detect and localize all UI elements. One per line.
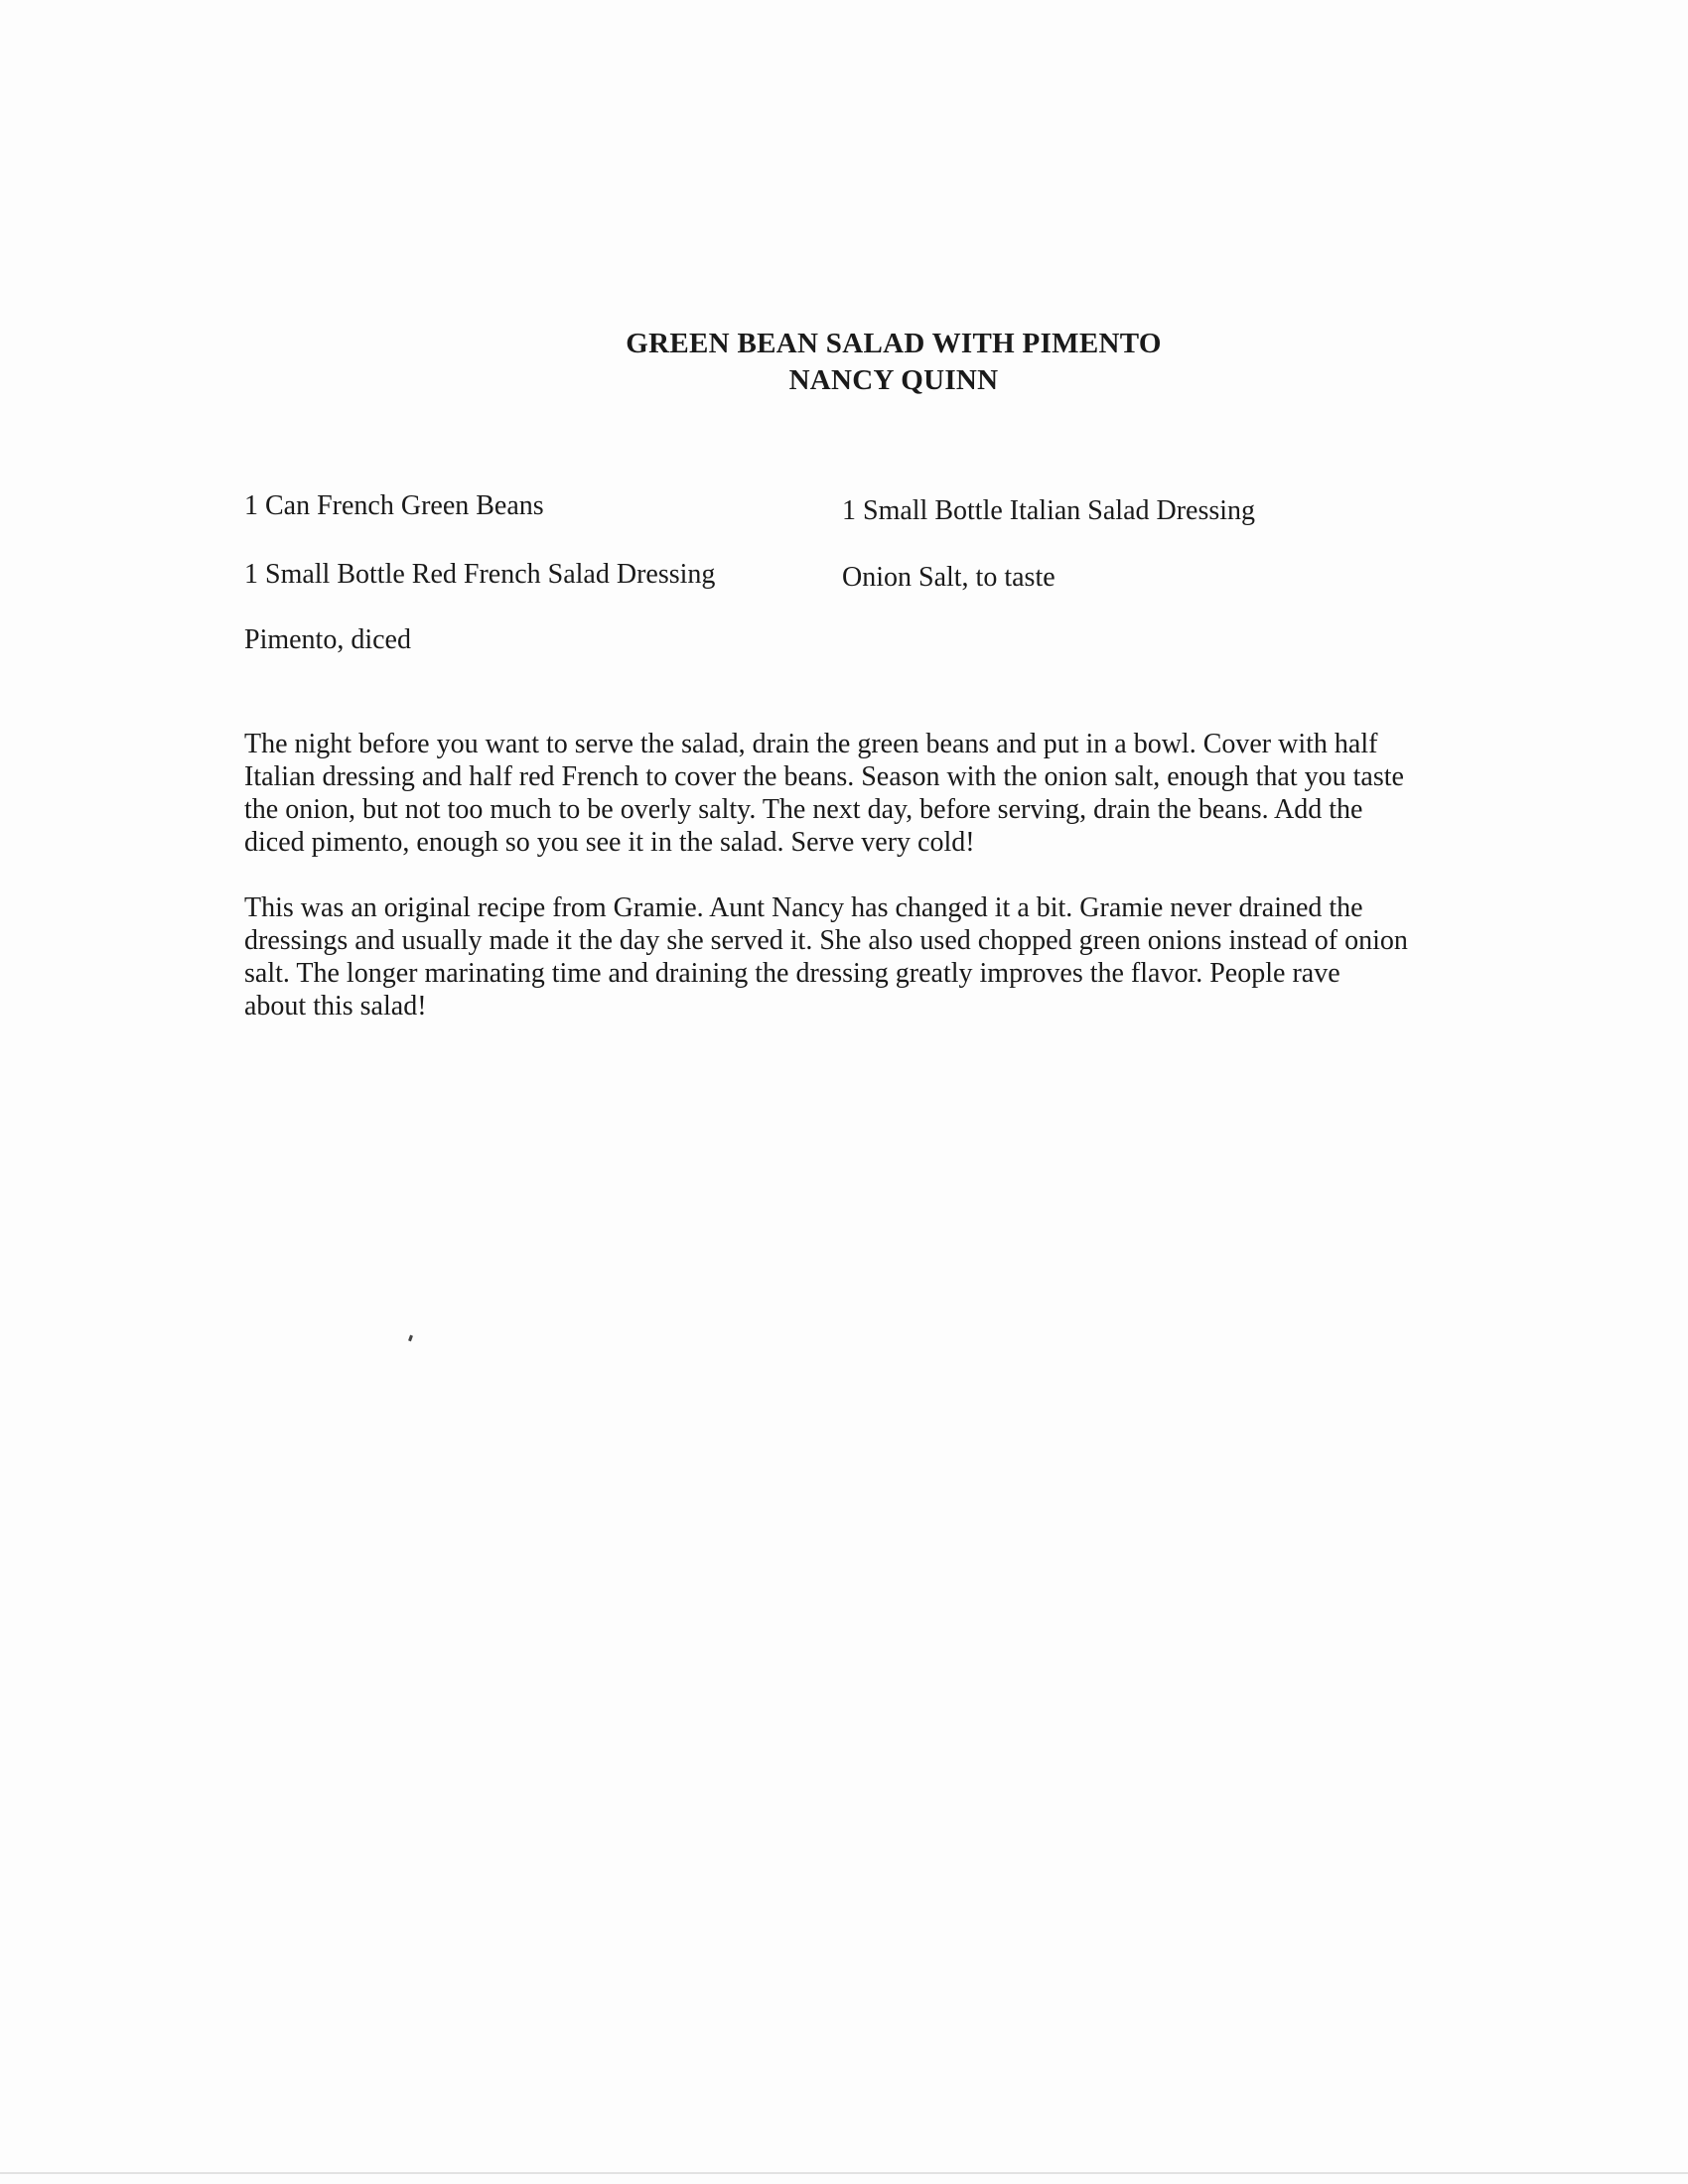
ingredient-item: Onion Salt, to taste xyxy=(842,562,1055,593)
recipe-title: GREEN BEAN SALAD WITH PIMENTO xyxy=(626,328,1162,359)
notes-line: salt. The longer marinating time and draining the dressing greatly improves the flavor. People rave xyxy=(244,958,1340,989)
notes-line: dressings and usually made it the day she served it. She also used chopped green onions instead of onion xyxy=(244,925,1408,956)
ingredient-item: Pimento, diced xyxy=(244,624,411,655)
instructions-paragraph xyxy=(244,728,1436,859)
notes-line: This was an original recipe from Gramie. Aunt Nancy has changed it a bit. Gramie never drained the xyxy=(244,892,1363,923)
notes-paragraph xyxy=(244,891,1436,1023)
recipe-header xyxy=(0,326,1688,399)
ingredient-item: 1 Small Bottle Red French Salad Dressing xyxy=(244,559,716,590)
recipe-author: NANCY QUINN xyxy=(788,364,999,396)
ingredient-item: 1 Can French Green Beans xyxy=(244,490,544,521)
instructions-line: Italian dressing and half red French to cover the beans. Season with the onion salt, enough that you taste xyxy=(244,761,1404,792)
page-bottom-edge xyxy=(0,2172,1688,2174)
instructions-line: The night before you want to serve the salad, drain the green beans and put in a bowl. Cover with half xyxy=(244,729,1378,759)
scan-speck xyxy=(408,1335,413,1342)
instructions-line: diced pimento, enough so you see it in the salad. Serve very cold! xyxy=(244,827,975,858)
ingredient-item: 1 Small Bottle Italian Salad Dressing xyxy=(842,495,1256,526)
notes-line: about this salad! xyxy=(244,991,427,1022)
instructions-line: the onion, but not too much to be overly salty. The next day, before serving, drain the beans. Add the xyxy=(244,794,1363,825)
